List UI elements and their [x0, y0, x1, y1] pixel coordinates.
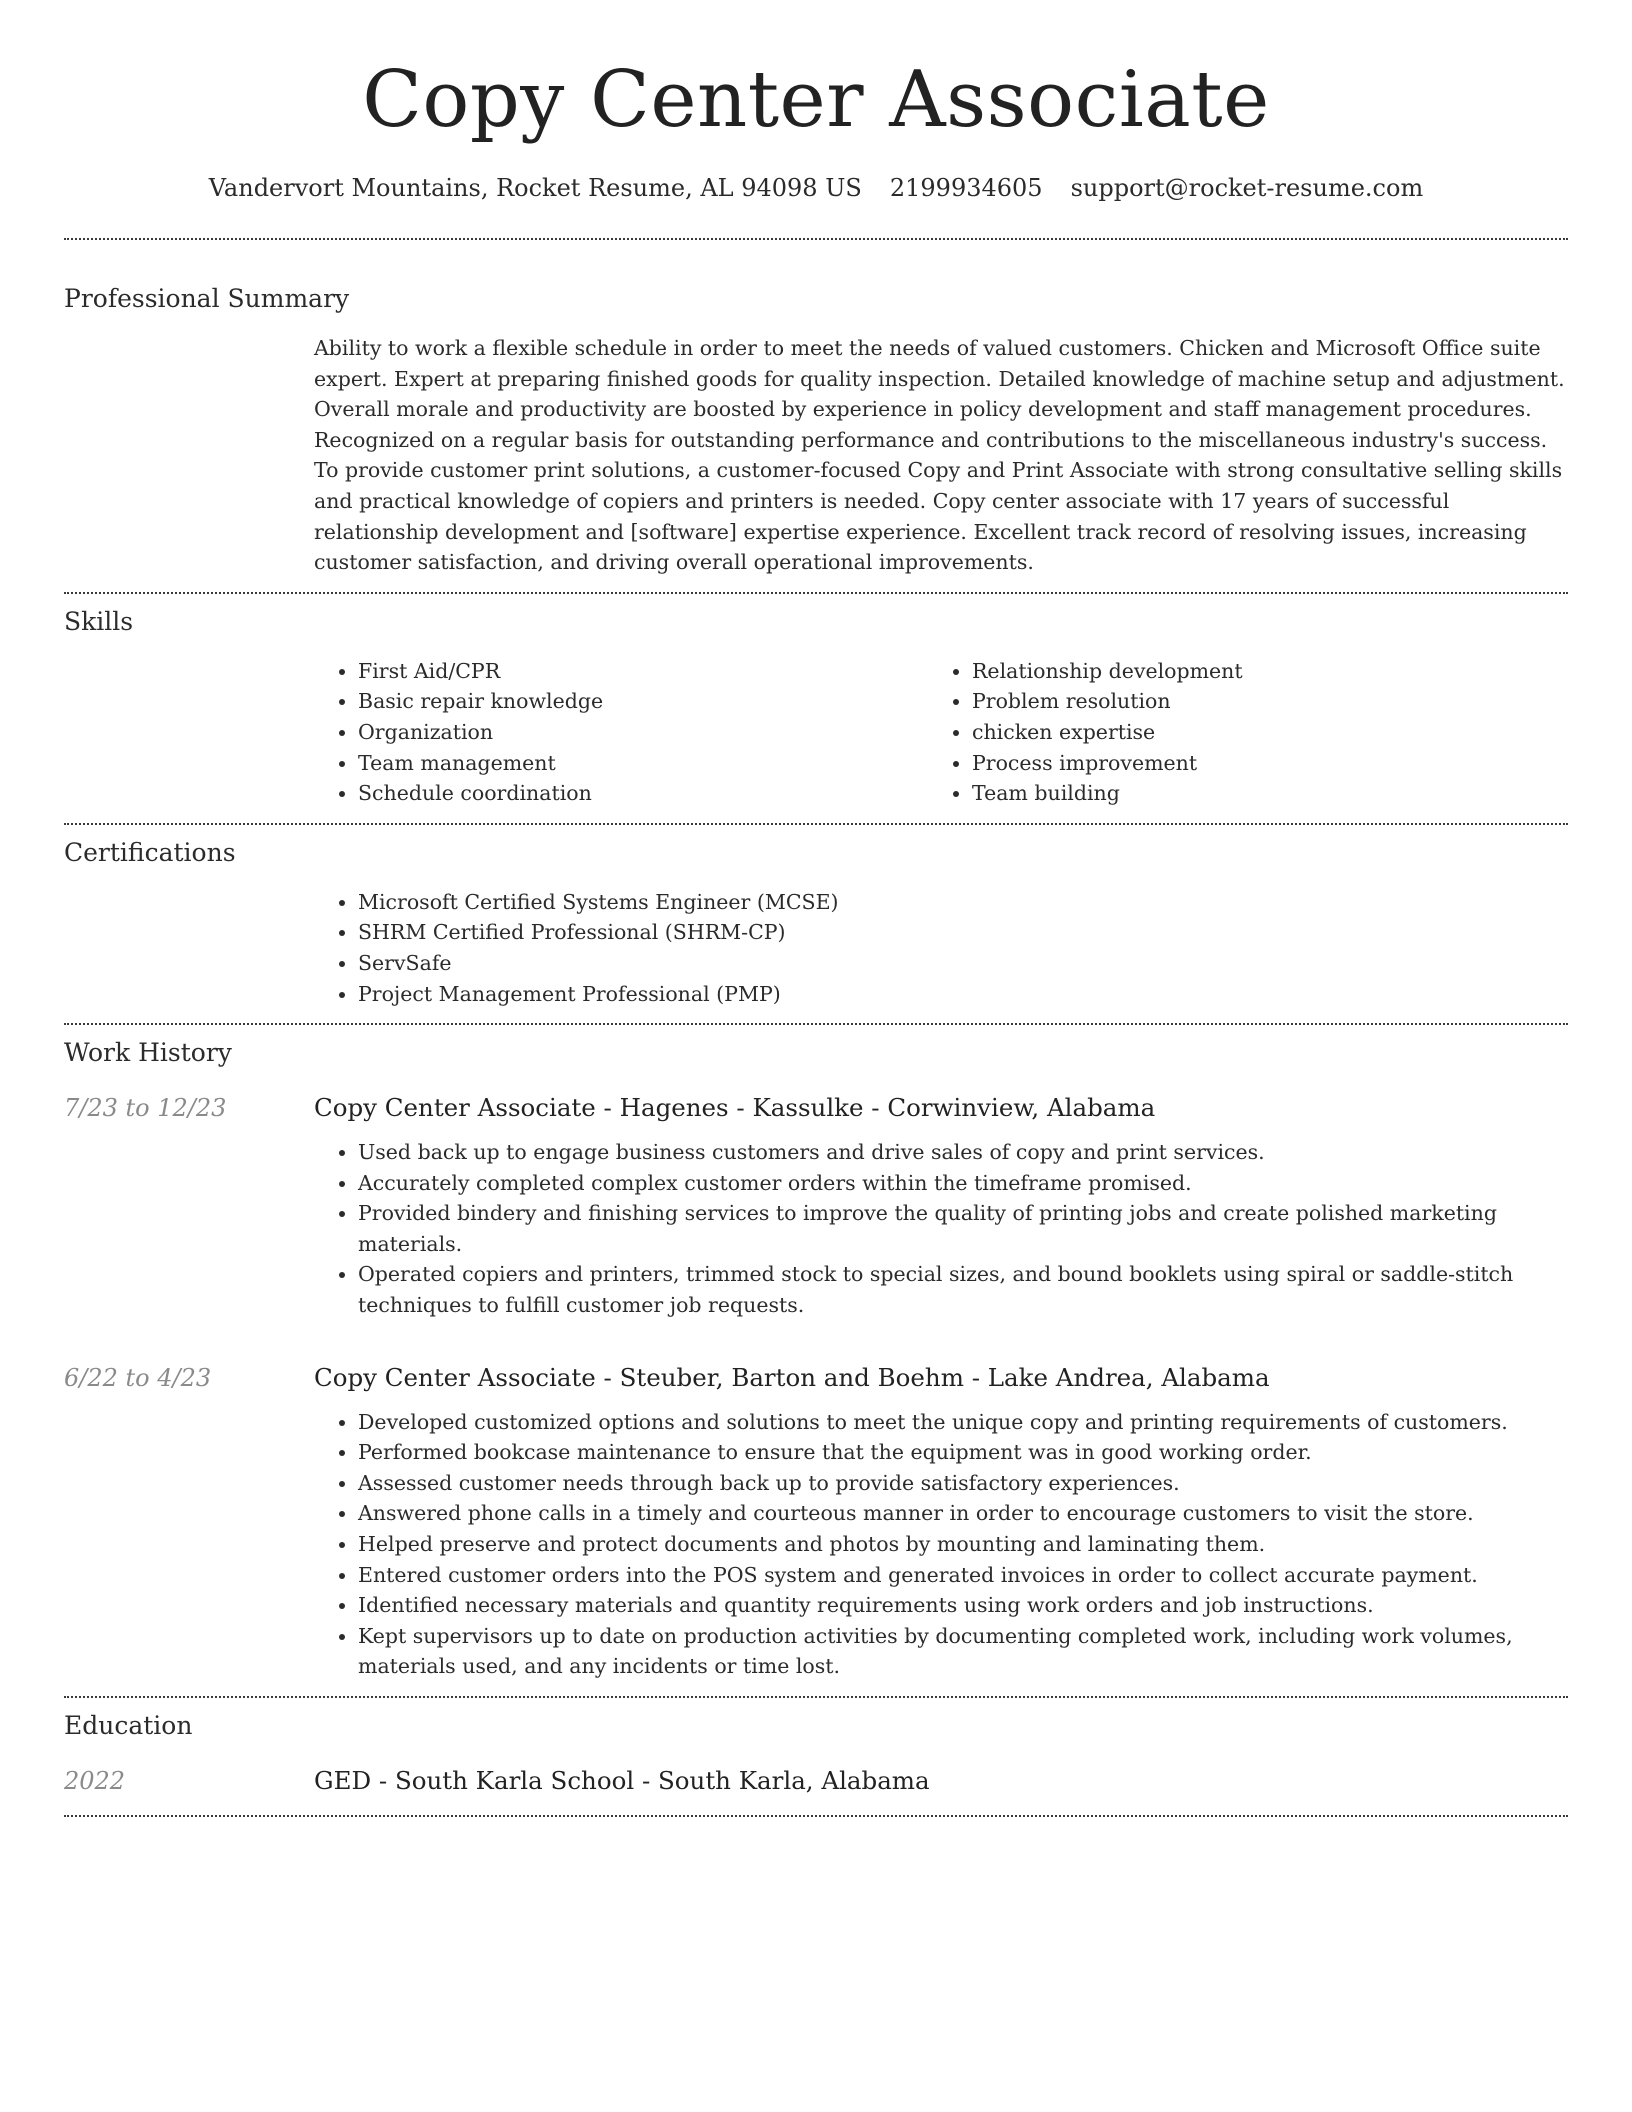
section-title-skills: Skills	[64, 606, 134, 636]
skill-item: • Schedule coordination	[358, 778, 928, 809]
job-bullet: • Developed customized options and solutions to meet the unique copy and printing requirements of customers.	[358, 1407, 1568, 1438]
section-summary	[64, 282, 1568, 578]
summary-text: Ability to work a flexible schedule in order to meet the needs of valued customers. Chicken and Microsoft Office suite expert. Expert at preparing finished goods for quality inspection. Detailed knowledge of machine setup and adjustment. Overall morale and productivity are boosted by experience in policy development and staff management procedures. Recognized on a regular basis for outstanding performance and contributions to the miscellaneous industry's success. To provide customer print solutions, a customer-focused Copy and Print Associate with strong consultative selling skills and practical knowledge of copiers and printers is needed. Copy center associate with 17 years of successful relationship development and [software] expertise experience. Excellent track record of resolving issues, increasing customer satisfaction, and driving overall operational improvements.	[314, 336, 1565, 575]
skills-column-left	[314, 656, 928, 809]
contact-line	[64, 172, 1568, 204]
job-bullet: • Performed bookcase maintenance to ensure that the equipment was in good working order.	[358, 1437, 1568, 1468]
skill-item: • Team building	[972, 778, 1542, 809]
job-bullet: • Helped preserve and protect documents and photos by mounting and laminating them.	[358, 1529, 1568, 1560]
job-header	[64, 1091, 1568, 1125]
job-details	[314, 1137, 1568, 1321]
certification-item: • Project Management Professional (PMP)	[358, 979, 1568, 1010]
skills-list-right	[928, 656, 1542, 809]
job-bullet: • Accurately completed complex customer orders within the timeframe promised.	[358, 1168, 1568, 1199]
job-details	[314, 1407, 1568, 1682]
certifications-content	[314, 887, 1568, 1009]
skill-item: • Process improvement	[972, 748, 1542, 779]
resume-name: Copy Center Associate	[362, 55, 1270, 145]
contact-phone: 2199934605	[889, 174, 1043, 202]
education-entry	[64, 1764, 1568, 1798]
job-dates: 7/23 to 12/23	[64, 1094, 227, 1123]
skills-grid	[314, 656, 1568, 809]
section-education	[64, 1709, 1568, 1798]
section-certifications	[64, 836, 1568, 1009]
section-work-history	[64, 1036, 1568, 1682]
job-bullet: • Entered customer orders into the POS system and generated invoices in order to collect accurate payment.	[358, 1560, 1568, 1591]
section-title-education: Education	[64, 1711, 193, 1740]
job-header	[64, 1361, 1568, 1395]
contact-email: support@rocket-resume.com	[1070, 174, 1424, 202]
divider-certifications	[64, 1023, 1568, 1025]
divider-summary	[64, 592, 1568, 594]
job-bullet: • Assessed customer needs through back up to provide satisfactory experiences.	[358, 1468, 1568, 1499]
section-title-work-history: Work History	[64, 1038, 232, 1068]
job-bullet: • Kept supervisors up to date on production activities by documenting completed work, including work volumes, materials used, and any incidents or time lost.	[358, 1621, 1568, 1682]
certification-item: • ServSafe	[358, 948, 1568, 979]
job-bullets	[314, 1407, 1568, 1682]
section-title-certifications: Certifications	[64, 837, 236, 867]
certification-item: • Microsoft Certified Systems Engineer (MCSE)	[358, 887, 1568, 918]
job-entry	[64, 1361, 1568, 1682]
skill-item: • First Aid/CPR	[358, 656, 928, 687]
education-title: GED - South Karla School - South Karla, Alabama	[314, 1766, 930, 1795]
education-header	[64, 1764, 1568, 1798]
skills-list-left	[314, 656, 928, 809]
education-dates: 2022	[64, 1767, 126, 1795]
section-title-summary: Professional Summary	[64, 284, 350, 313]
divider-education	[64, 1815, 1568, 1817]
contact-address: Vandervort Mountains, Rocket Resume, AL 94098 US	[208, 174, 862, 202]
skill-item: • Relationship development	[972, 656, 1542, 687]
job-bullet: • Used back up to engage business customers and drive sales of copy and print services.	[358, 1137, 1568, 1168]
summary-content	[314, 333, 1568, 578]
skills-column-right	[928, 656, 1542, 809]
job-bullet: • Answered phone calls in a timely and courteous manner in order to encourage customers to visit the store.	[358, 1498, 1568, 1529]
job-bullet: • Provided bindery and finishing services to improve the quality of printing jobs and create polished marketing materials.	[358, 1198, 1568, 1259]
job-bullet: • Operated copiers and printers, trimmed stock to special sizes, and bound booklets using spiral or saddle-stitch techniques to fulfill customer job requests.	[358, 1259, 1568, 1320]
skill-item: • Team management	[358, 748, 928, 779]
divider-skills	[64, 823, 1568, 825]
job-title: Copy Center Associate - Hagenes - Kassulke - Corwinview, Alabama	[314, 1093, 1156, 1123]
job-bullets	[314, 1137, 1568, 1321]
skill-item: • Problem resolution	[972, 686, 1542, 717]
certification-item: • SHRM Certified Professional (SHRM-CP)	[358, 917, 1568, 948]
skill-item: • Basic repair knowledge	[358, 686, 928, 717]
skill-item: • Organization	[358, 717, 928, 748]
divider-header	[64, 238, 1568, 240]
job-bullet: • Identified necessary materials and quantity requirements using work orders and job instructions.	[358, 1590, 1568, 1621]
job-title: Copy Center Associate - Steuber, Barton and Boehm - Lake Andrea, Alabama	[314, 1362, 1270, 1392]
job-entry	[64, 1091, 1568, 1321]
certifications-list	[314, 887, 1568, 1009]
section-skills	[64, 605, 1568, 809]
divider-work-history	[64, 1696, 1568, 1698]
skill-item: • chicken expertise	[972, 717, 1542, 748]
job-dates: 6/22 to 4/23	[64, 1363, 212, 1392]
